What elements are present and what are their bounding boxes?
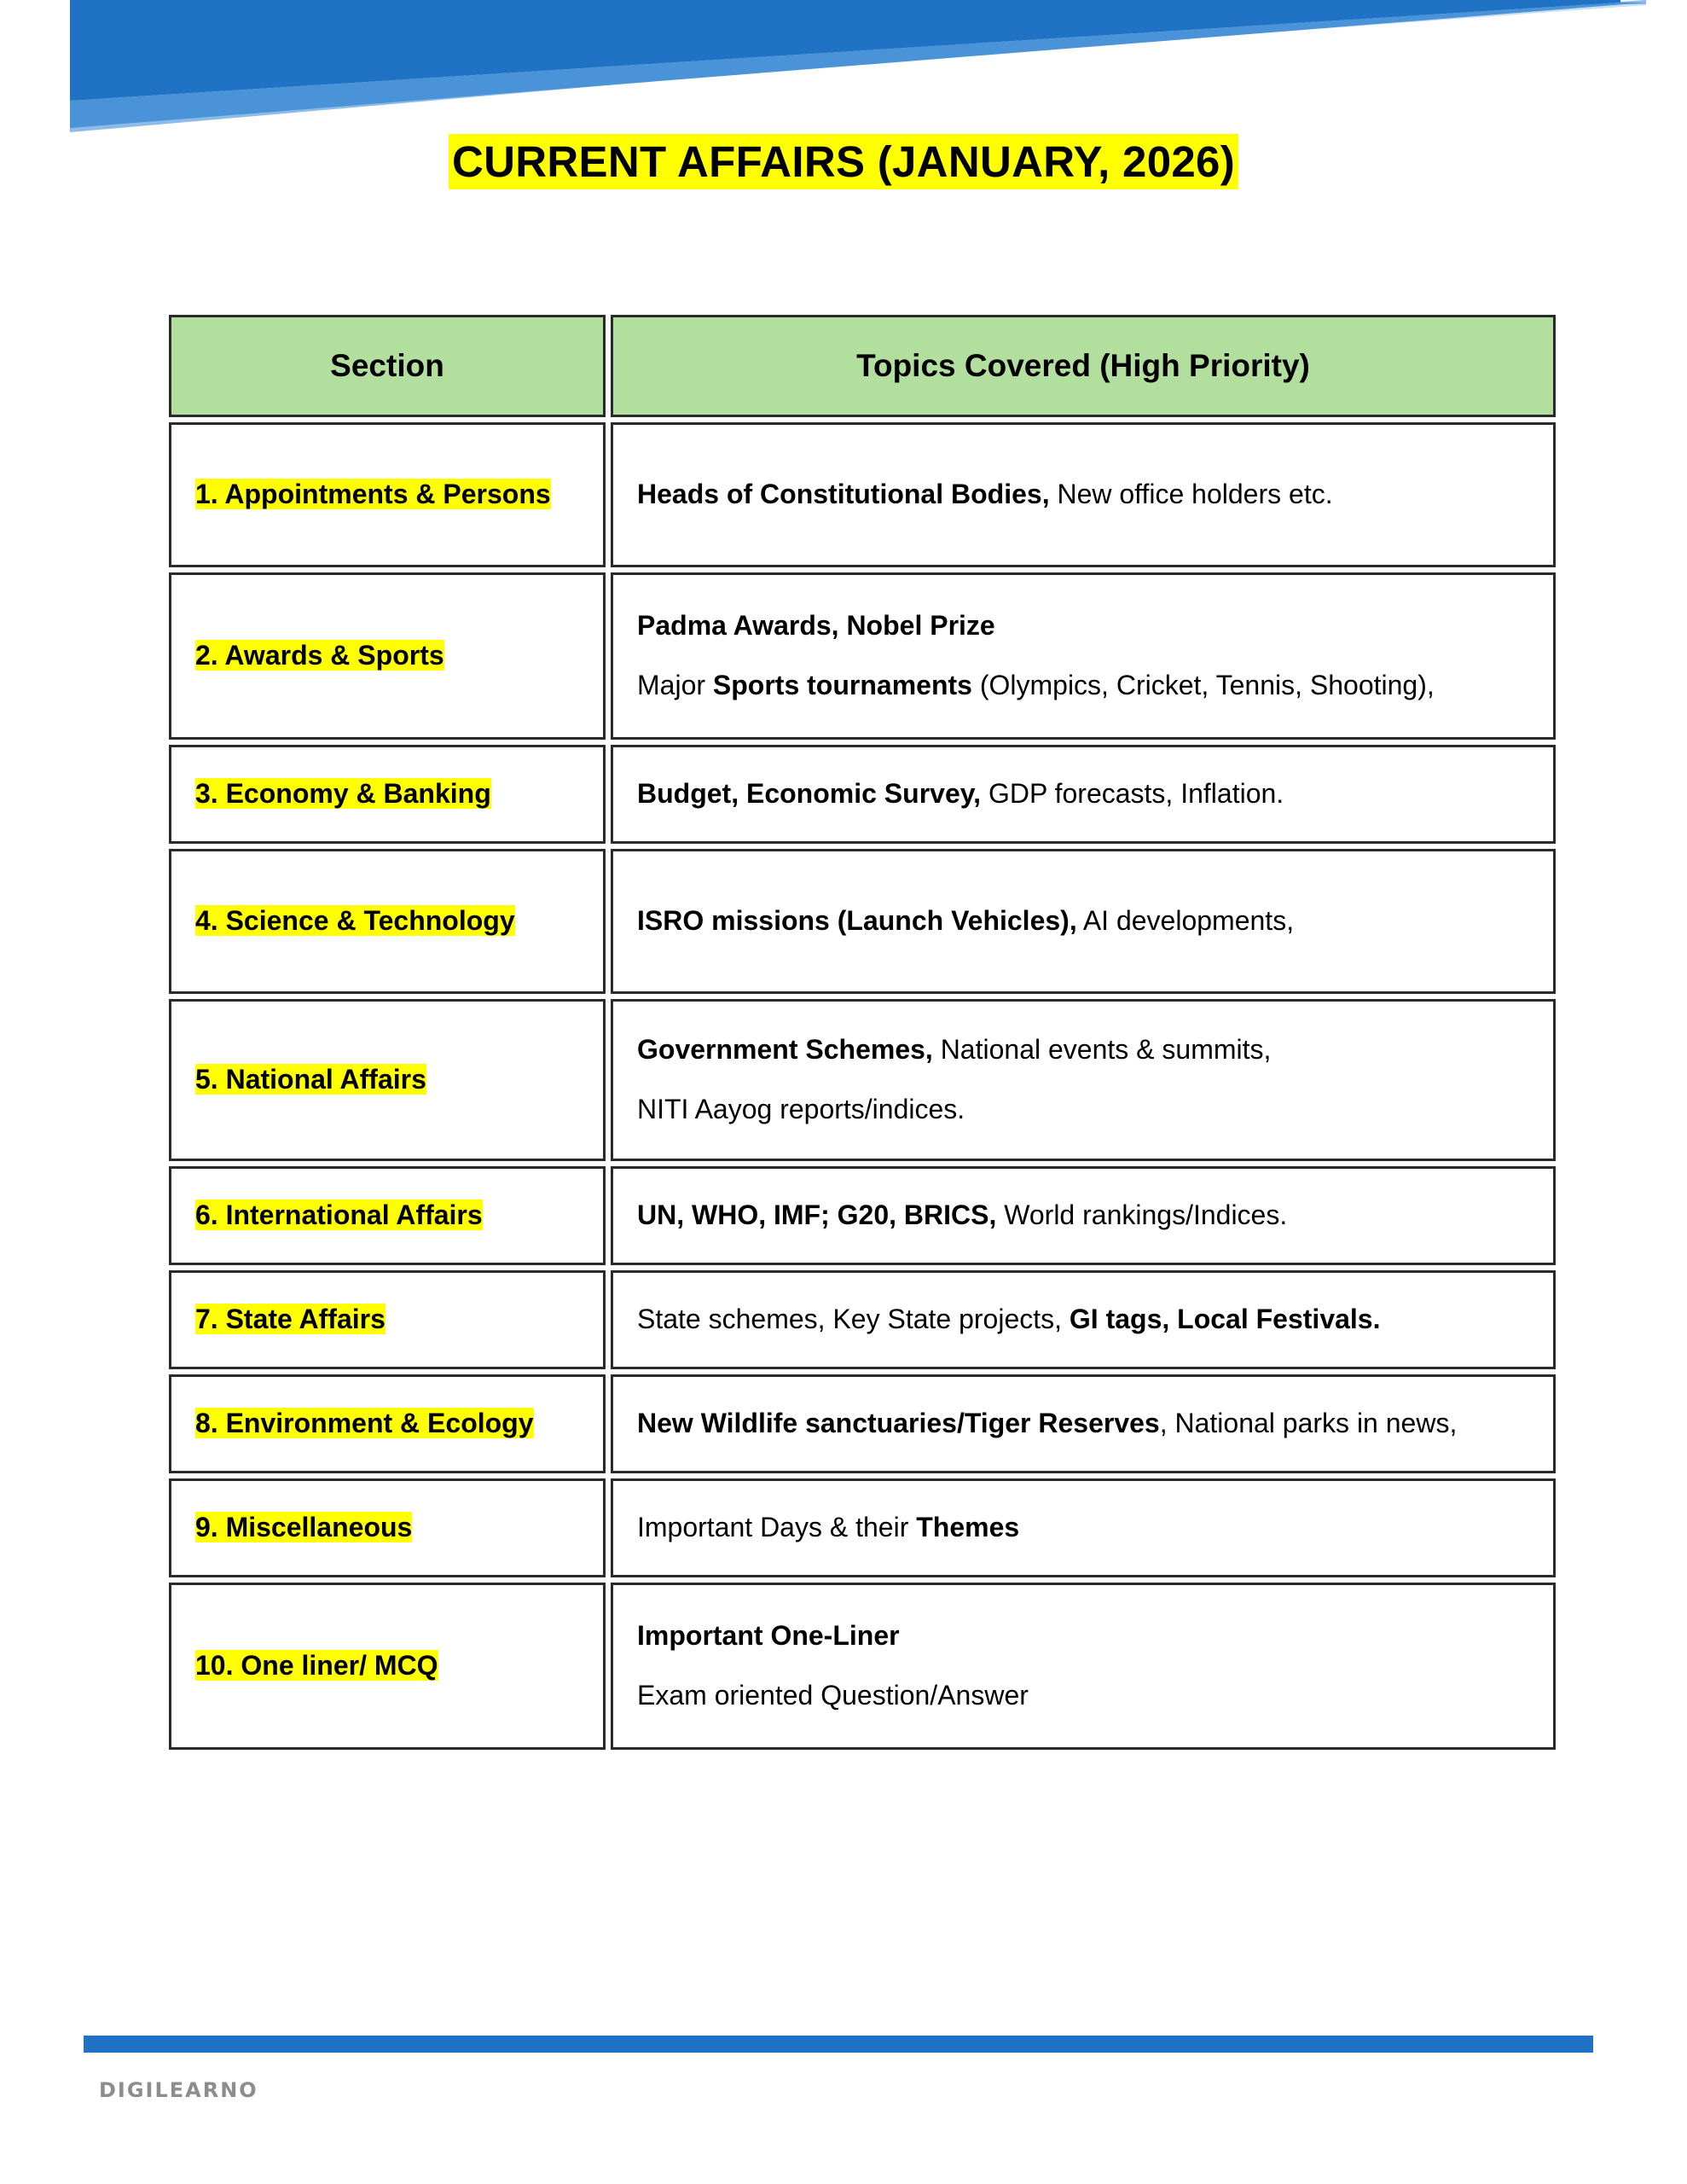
topics-cell (611, 1583, 1556, 1750)
topics-cell (611, 1374, 1556, 1473)
topic-text: New office holders etc. (1049, 479, 1333, 510)
topic-line (637, 477, 1529, 513)
section-cell (169, 1270, 606, 1369)
section-label: 2. Awards & Sports (195, 640, 444, 671)
title-text: CURRENT AFFAIRS (JANUARY, 2026) (449, 134, 1238, 189)
topic-text: National events & summits, (932, 1034, 1272, 1066)
table-header-row (169, 315, 1556, 417)
topic-line (637, 1302, 1529, 1338)
topics-cell (611, 999, 1556, 1161)
topic-line (637, 1510, 1529, 1546)
brand-name: DIGILEARNO (99, 2078, 258, 2102)
topic-line (637, 1406, 1529, 1442)
table-row (169, 572, 1556, 740)
document-title (0, 136, 1687, 187)
section-cell (169, 1478, 606, 1577)
section-cell (169, 745, 606, 844)
section-label: 6. International Affairs (195, 1199, 483, 1231)
topic-text: NITI Aayog reports/indices. (637, 1094, 965, 1124)
table-row (169, 745, 1556, 844)
topic-text-bold: Padma Awards, Nobel Prize (637, 610, 995, 642)
topic-text: Major (637, 670, 713, 700)
topic-text: AI developments, (1076, 905, 1295, 937)
topic-line (637, 903, 1529, 939)
topics-cell (611, 1166, 1556, 1265)
table-row (169, 1166, 1556, 1265)
topic-text: World rankings/Indices. (996, 1199, 1288, 1231)
topics-cell (611, 1270, 1556, 1369)
topic-line (637, 1678, 1529, 1714)
topic-text-bold: GI tags, Local Festivals. (1069, 1304, 1381, 1335)
topic-text-bold: Heads of Constitutional Bodies, (637, 479, 1050, 510)
section-label: 8. Environment & Ecology (195, 1408, 534, 1439)
section-cell (169, 572, 606, 740)
topic-text: State schemes, Key State projects, (637, 1304, 1070, 1335)
topic-text: (Olympics, Cricket, Tennis, Shooting), (971, 670, 1435, 700)
section-cell (169, 849, 606, 994)
table-row (169, 1270, 1556, 1369)
topic-text-bold: UN, WHO, IMF; G20, BRICS, (637, 1199, 997, 1231)
topics-table (169, 310, 1556, 1755)
table-row (169, 1478, 1556, 1577)
section-label: 10. One liner/ MCQ (195, 1650, 438, 1682)
section-label: 5. National Affairs (195, 1064, 426, 1095)
topic-text-bold: Themes (916, 1512, 1020, 1543)
section-label: 9. Miscellaneous (195, 1512, 413, 1543)
topics-cell (611, 572, 1556, 740)
table-row (169, 999, 1556, 1161)
section-label: 3. Economy & Banking (195, 778, 491, 810)
table-row (169, 422, 1556, 567)
section-cell (169, 1374, 606, 1473)
topic-line (637, 776, 1529, 812)
topic-text: Exam oriented Question/Answer (637, 1680, 1029, 1711)
topic-line (637, 1198, 1529, 1234)
table-row (169, 1374, 1556, 1473)
topic-line (637, 1618, 1529, 1654)
footer-bar (84, 2036, 1593, 2053)
topic-line (637, 668, 1529, 704)
section-cell (169, 1166, 606, 1265)
topic-text: Important Days & their (637, 1512, 917, 1543)
topic-text-bold: ISRO missions (Launch Vehicles), (637, 905, 1077, 937)
section-cell (169, 999, 606, 1161)
topic-line (637, 1092, 1529, 1128)
table-row (169, 849, 1556, 994)
table-body (169, 422, 1556, 1750)
section-cell (169, 422, 606, 567)
topic-text: , National parks in news, (1159, 1408, 1458, 1439)
table-row (169, 1583, 1556, 1750)
topics-cell (611, 745, 1556, 844)
banner-main-shape (70, 0, 1620, 101)
section-cell (169, 1583, 606, 1750)
topic-line (637, 608, 1529, 644)
section-label: 1. Appointments & Persons (195, 479, 551, 510)
topic-line (637, 1032, 1529, 1068)
header-section: Section (169, 315, 606, 417)
topics-cell (611, 422, 1556, 567)
section-label: 4. Science & Technology (195, 905, 515, 937)
topic-text-bold: Budget, Economic Survey, (637, 778, 982, 810)
header-topics: Topics Covered (High Priority) (611, 315, 1556, 417)
topic-text-bold: New Wildlife sanctuaries/Tiger Reserves (637, 1408, 1160, 1439)
topic-text-bold: Government Schemes, (637, 1034, 933, 1066)
topic-text-bold: Sports tournaments (712, 670, 972, 700)
section-label: 7. State Affairs (195, 1304, 386, 1335)
topic-text-bold: Important One-Liner (637, 1620, 900, 1652)
topic-text: GDP forecasts, Inflation. (981, 778, 1284, 810)
topics-cell (611, 1478, 1556, 1577)
header-banner (0, 0, 1687, 145)
topics-cell (611, 849, 1556, 994)
